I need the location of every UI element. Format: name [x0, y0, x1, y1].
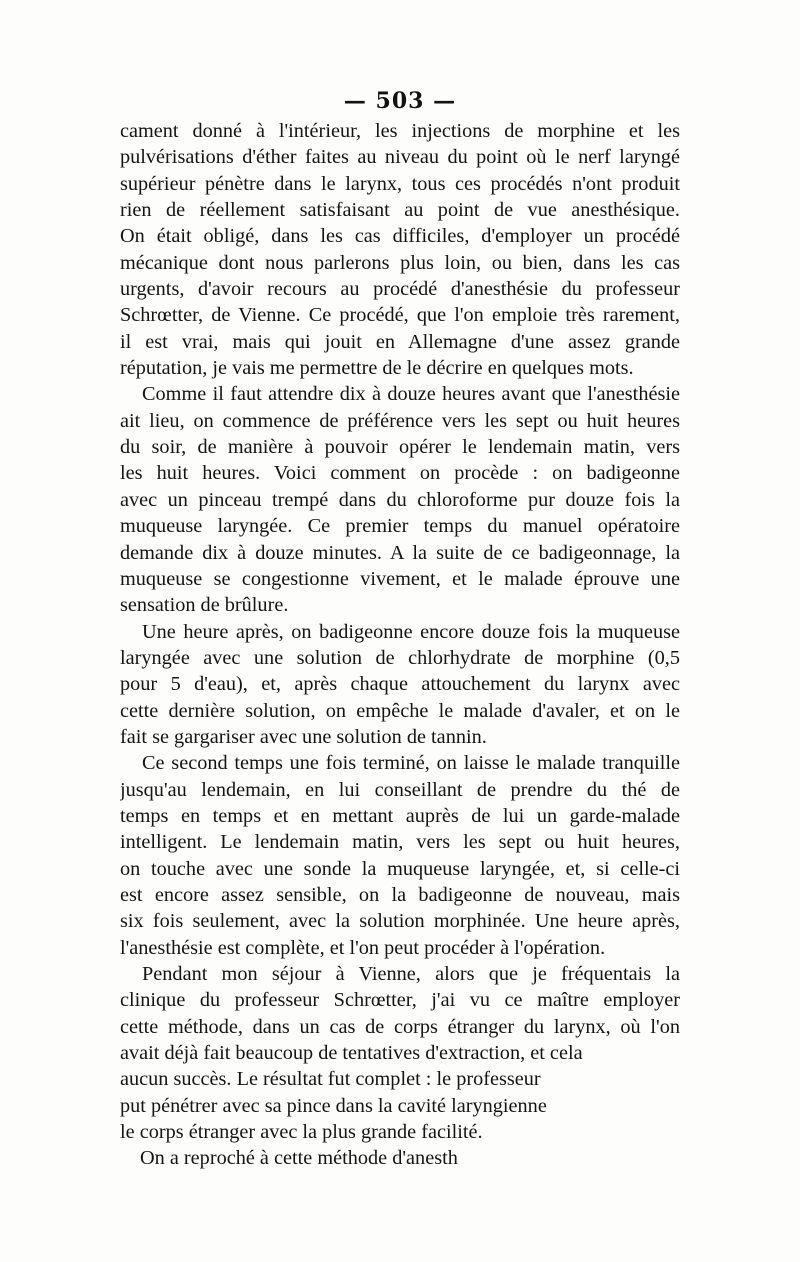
text-line: du soir, de manière à pouvoir opérer le lendemain matin, vers: [120, 436, 680, 459]
text-line: il est vrai, mais qui jouit en Allemagne d'une assez grande: [120, 330, 680, 353]
paragraph-start-line: On a reproché à cette méthode d'anesth: [140, 1147, 458, 1170]
text-line: cette dernière solution, on empêche le malade d'avaler, et on le: [120, 699, 680, 722]
text-line: Schrœtter, de Vienne. Ce procédé, que l'on emploie très rarement,: [120, 304, 680, 327]
text-line: aucun succès. Le résultat fut complet : le professeur: [120, 1068, 541, 1091]
text-line: demande dix à douze minutes. A la suite de ce badigeonnage, la: [120, 541, 680, 564]
text-line: réputation, je vais me permettre de le décrire en quelques mots.: [120, 357, 634, 380]
text-line: on touche avec une sonde la muqueuse laryngée, et, si celle-ci: [120, 857, 680, 880]
paragraph-start-line: Ce second temps une fois terminé, on laisse le malade tranquille: [142, 752, 680, 775]
text-line: les huit heures. Voici comment on procède : on badigeonne: [120, 462, 680, 485]
paragraph-start-line: Comme il faut attendre dix à douze heures avant que l'anesthésie: [142, 383, 680, 406]
text-line: jusqu'au lendemain, en lui conseillant de prendre du thé de: [120, 778, 680, 801]
text-line: clinique du professeur Schrœtter, j'ai vu ce maître employer: [120, 989, 680, 1012]
text-line: avec un pinceau trempé dans du chloroforme pur douze fois la: [120, 488, 680, 511]
text-line: pour 5 d'eau), et, après chaque attouchement du larynx avec: [120, 673, 680, 696]
text-line: temps en temps et en mettant auprès de lui un garde-malade: [120, 804, 680, 827]
page-number: — 503 —: [343, 88, 457, 114]
text-line: muqueuse se congestionne vivement, et le malade éprouve une: [120, 567, 680, 590]
text-line: six fois seulement, avec la solution morphinée. Une heure après,: [120, 910, 680, 933]
text-line: urgents, d'avoir recours au procédé d'anesthésie du professeur: [120, 278, 680, 301]
text-line: pulvérisations d'éther faites au niveau du point où le nerf laryngé: [120, 146, 680, 169]
text-line: cette méthode, dans un cas de corps étranger du larynx, où l'on: [120, 1015, 680, 1038]
text-line: avait déjà fait beaucoup de tentatives d'extraction, et cela: [120, 1042, 583, 1065]
text-line: laryngée avec une solution de chlorhydrate de morphine (0,5: [120, 646, 680, 669]
text-line: cament donné à l'intérieur, les injections de morphine et les: [120, 120, 680, 142]
text-line: put pénétrer avec sa pince dans la cavité laryngienne: [120, 1094, 547, 1117]
paragraph-start-line: Pendant mon séjour à Vienne, alors que je fréquentais la: [142, 963, 680, 985]
text-line: intelligent. Le lendemain matin, vers les sept ou huit heures,: [120, 831, 680, 854]
text-line: est encore assez sensible, on la badigeonne de nouveau, mais: [120, 883, 680, 906]
text-line: l'anesthésie est complète, et l'on peut procéder à l'opération.: [120, 936, 606, 959]
body-text: [120, 118, 680, 1172]
text-line: muqueuse laryngée. Ce premier temps du manuel opératoire: [120, 515, 680, 538]
text-line: On était obligé, dans les cas difficiles, d'employer un procédé: [120, 225, 680, 248]
paragraph-start-line: Une heure après, on badigeonne encore douze fois la muqueuse: [142, 620, 680, 643]
text-line: ait lieu, on commence de préférence vers les sept ou huit heures: [120, 409, 680, 432]
text-line: rien de réellement satisfaisant au point de vue anesthésique.: [120, 199, 680, 222]
text-line: sensation de brûlure.: [120, 594, 289, 617]
text-line: le corps étranger avec la plus grande facilité.: [120, 1121, 483, 1144]
text-line: mécanique dont nous parlerons plus loin, ou bien, dans les cas: [120, 251, 680, 274]
text-line: supérieur pénètre dans le larynx, tous ces procédés n'ont produit: [120, 172, 680, 195]
text-line: fait se gargariser avec une solution de tannin.: [120, 725, 487, 748]
